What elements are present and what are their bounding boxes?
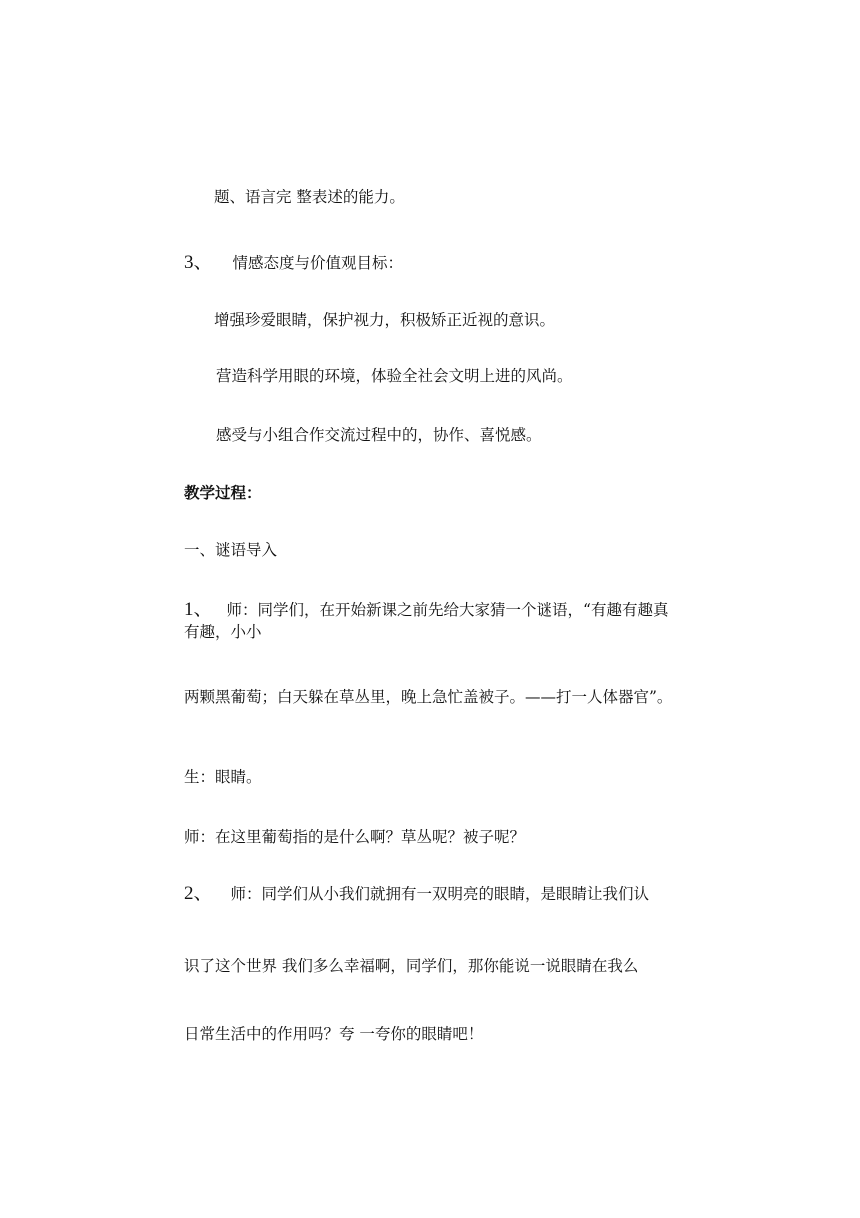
step1-paragraph [184, 599, 674, 643]
step2-continuation-2: 日常生活中的作用吗？夸 一夸你的眼睛吧！ [184, 1025, 484, 1043]
student-answer: 生：眼睛。 [184, 768, 262, 786]
goal3-item-3: 感受与小组合作交流过程中的，协作、喜悦感。 [216, 426, 542, 444]
teacher-question: 师：在这里葡萄指的是什么啊？草丛呢？被子呢？ [184, 828, 526, 846]
goal3-heading [184, 252, 674, 274]
goal3-item-2: 营造科学用眼的环境，体验全社会文明上进的风尚。 [216, 367, 573, 385]
section1-heading: 一、谜语导入 [184, 541, 278, 559]
step2-paragraph [184, 883, 674, 905]
step2-number: 2、 [184, 883, 213, 904]
step2-continuation-1: 识了这个世界 我们多么幸福啊，同学们，那你能说一说眼睛在我么 [184, 957, 639, 975]
goal3-number: 3、 [184, 252, 213, 273]
ability-tail-text: 题、语言完 整表述的能力。 [214, 188, 405, 206]
step1-text: 师：同学们，在开始新课之前先给大家猜一个谜语，“有趣有趣真有趣，小小 [184, 601, 669, 641]
goal3-item-1: 增强珍爱眼睛，保护视力，积极矫正近视的意识。 [214, 311, 556, 329]
step1-number: 1、 [184, 599, 213, 620]
step1-continuation: 两颗黑葡萄；白天躲在草丛里，晚上急忙盖被子。——打一人体器官”。 [184, 688, 673, 706]
step2-text: 师：同学们从小我们就拥有一双明亮的眼睛，是眼睛让我们认 [230, 885, 650, 903]
goal3-title: 情感态度与价值观目标： [232, 254, 404, 272]
process-heading: 教学过程： [184, 483, 262, 502]
